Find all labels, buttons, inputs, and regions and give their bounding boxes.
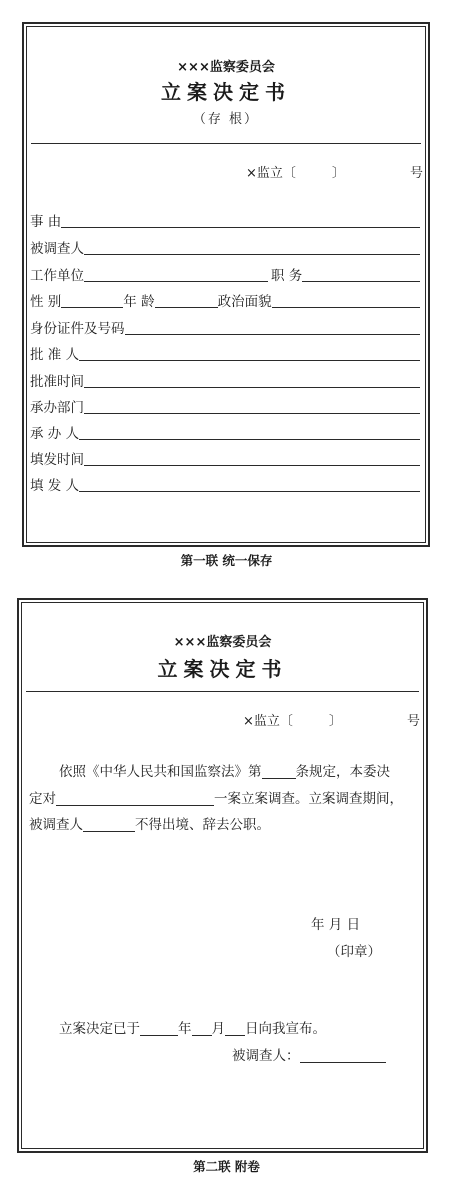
case-subject-blank[interactable]: [56, 791, 214, 806]
field-politics-label: 政治面貌: [217, 294, 272, 310]
field-issue-time-line[interactable]: [84, 451, 420, 466]
stub-title: 立案决定书: [161, 80, 291, 104]
announce-line: [59, 1020, 326, 1038]
attach-number-prefix: ×监立〔: [243, 714, 293, 729]
attach-number-bracket: 〕: [328, 714, 342, 729]
field-id-number-label: 身份证件及号码: [30, 321, 125, 337]
stub-form: [22, 22, 430, 547]
field-approve-time-label: 批准时间: [30, 374, 84, 390]
body-line-2: [29, 790, 403, 808]
attach-form: [17, 598, 428, 1153]
announce-month-blank[interactable]: [192, 1021, 212, 1036]
field-gender-label: 性 别: [30, 294, 62, 310]
article-blank[interactable]: [262, 764, 296, 779]
field-issue-time-label: 填发时间: [30, 452, 84, 468]
field-approver-line[interactable]: [79, 346, 420, 361]
announce-start: 立案决定已于: [59, 1021, 140, 1037]
stub-number-prefix: ×监立〔: [246, 166, 296, 181]
field-matter-line[interactable]: [61, 213, 420, 228]
subject-signature: [232, 1047, 386, 1065]
seal-label: （印章）: [327, 944, 381, 960]
field-approve-time: [30, 370, 420, 390]
field-subject: [30, 237, 420, 257]
body-line-2-end: 一案立案调查。立案调查期间，: [214, 791, 403, 807]
subject-signature-line[interactable]: [300, 1048, 386, 1063]
stub-subtitle: （存 根）: [192, 112, 260, 127]
attach-number-suffix: 号: [407, 714, 421, 729]
field-issuer-label: 填 发 人: [30, 478, 80, 494]
field-approver: [30, 343, 420, 363]
subject-name-blank[interactable]: [83, 817, 135, 832]
field-issuer-line[interactable]: [79, 477, 420, 492]
field-age-label: 年 龄: [123, 294, 155, 310]
body-line-1-start: 依照《中华人民共和国监察法》第: [59, 764, 262, 780]
field-subject-line[interactable]: [84, 240, 420, 255]
field-approver-label: 批 准 人: [30, 347, 80, 363]
attach-title: 立案决定书: [157, 657, 288, 681]
body-line-1: [59, 763, 390, 781]
stub-org-name: ×××监察委员会: [177, 60, 275, 75]
stub-doc-number: [246, 162, 345, 181]
field-issue-time: [30, 448, 420, 468]
field-issuer: [30, 474, 420, 494]
announce-year: 年: [178, 1021, 192, 1037]
field-id-number-line[interactable]: [125, 320, 421, 335]
field-workplace: [30, 264, 420, 284]
stub-number-suffix: 号: [410, 166, 424, 181]
subject-signature-label: 被调查人：: [232, 1048, 300, 1064]
field-handler: [30, 422, 420, 442]
attach-doc-number: [243, 710, 342, 729]
field-approve-time-line[interactable]: [84, 373, 420, 388]
field-handler-label: 承 办 人: [30, 426, 80, 442]
body-line-3-end: 不得出境、辞去公职。: [135, 817, 270, 833]
stub-divider: [31, 143, 421, 144]
field-workplace-label: 工作单位: [30, 268, 84, 284]
field-age-line[interactable]: [155, 293, 218, 308]
field-gender-row: [30, 290, 420, 310]
field-dept: [30, 396, 420, 416]
field-matter-label: 事 由: [30, 214, 62, 230]
body-line-3-start: 被调查人: [29, 817, 83, 833]
field-gender-line[interactable]: [61, 293, 123, 308]
stub-caption: 第一联 统一保存: [180, 553, 273, 568]
announce-year-blank[interactable]: [140, 1021, 178, 1036]
field-position-label: 职 务: [271, 268, 303, 284]
stub-number-bracket: 〕: [331, 166, 345, 181]
attach-divider: [26, 691, 419, 692]
body-line-1-end: 条规定，本委决: [295, 764, 390, 780]
body-line-2-start: 定对: [29, 791, 56, 807]
field-handler-line[interactable]: [79, 425, 420, 440]
body-line-3: [29, 816, 270, 834]
field-dept-label: 承办部门: [30, 400, 84, 416]
announce-day-blank[interactable]: [225, 1021, 245, 1036]
announce-end: 日向我宣布。: [245, 1021, 326, 1037]
field-subject-label: 被调查人: [30, 241, 84, 257]
date-label: 年 月 日: [311, 917, 361, 933]
field-id-number: [30, 317, 420, 337]
attach-caption: 第二联 附卷: [193, 1159, 260, 1174]
field-dept-line[interactable]: [84, 399, 420, 414]
field-position-line[interactable]: [302, 267, 420, 282]
announce-month: 月: [211, 1021, 225, 1037]
field-workplace-line[interactable]: [84, 267, 268, 282]
attach-org-name: ×××监察委员会: [173, 635, 272, 650]
field-matter: [30, 210, 420, 230]
field-politics-line[interactable]: [272, 293, 420, 308]
